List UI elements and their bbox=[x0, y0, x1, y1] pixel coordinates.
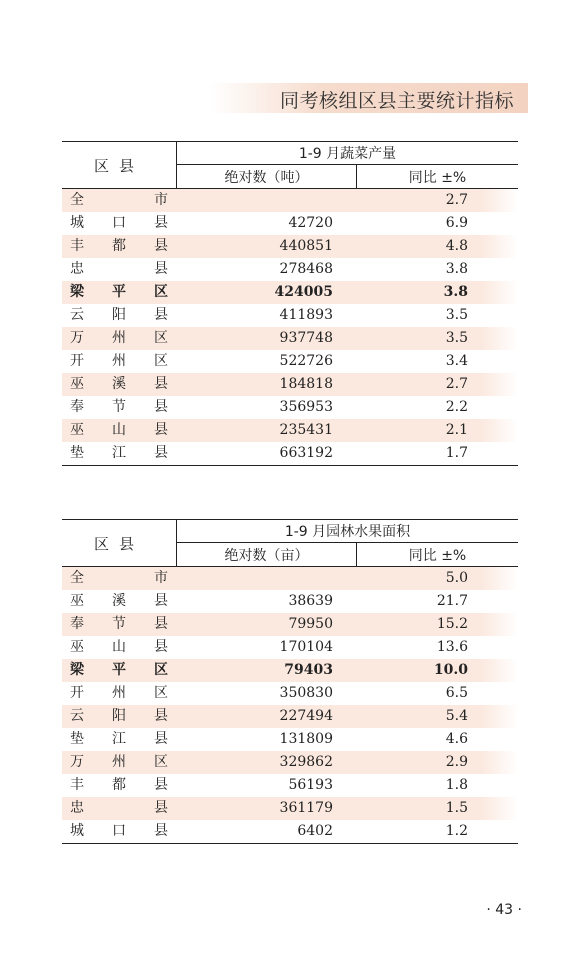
region-cell bbox=[70, 682, 168, 705]
region-char: 云 bbox=[70, 307, 84, 323]
region-char: 丰 bbox=[70, 777, 84, 793]
region-cell bbox=[70, 258, 168, 281]
absolute-value-cell: 56193 bbox=[288, 777, 333, 793]
region-char: 州 bbox=[112, 754, 126, 770]
absolute-value-cell: 38639 bbox=[288, 593, 333, 609]
absolute-value-cell bbox=[182, 189, 333, 212]
yoy-value-cell: 13.6 bbox=[436, 639, 468, 655]
table-row bbox=[62, 567, 518, 590]
region-cell bbox=[70, 659, 168, 682]
absolute-value-cell: 356953 bbox=[279, 399, 333, 415]
region-char: 区 bbox=[154, 284, 168, 300]
yoy-value-cell: 1.2 bbox=[445, 823, 468, 839]
table-row bbox=[62, 304, 518, 327]
absolute-value-cell: 411893 bbox=[279, 307, 333, 323]
table-row bbox=[62, 774, 518, 797]
table-title: 1-9 月园林水果面积 bbox=[177, 520, 518, 543]
table-row bbox=[62, 327, 518, 350]
yoy-value-cell: 1.7 bbox=[445, 445, 468, 461]
table-row bbox=[62, 636, 518, 659]
region-char: 梁 bbox=[70, 284, 84, 300]
region-char: 市 bbox=[154, 192, 168, 208]
yoy-value-cell: 5.0 bbox=[445, 570, 468, 586]
region-char: 丰 bbox=[70, 238, 84, 254]
region-char bbox=[112, 189, 126, 212]
region-cell bbox=[70, 350, 168, 373]
absolute-value-cell: 937748 bbox=[279, 330, 333, 346]
region-char: 县 bbox=[154, 823, 168, 839]
region-char: 全 bbox=[70, 192, 84, 208]
table-title: 1-9 月蔬菜产量 bbox=[177, 142, 518, 165]
region-column-header: 区县 bbox=[62, 520, 177, 566]
region-char: 都 bbox=[112, 238, 126, 254]
table-row bbox=[62, 797, 518, 820]
region-char: 县 bbox=[154, 376, 168, 392]
region-char: 县 bbox=[154, 708, 168, 724]
region-cell bbox=[70, 797, 168, 820]
region-char: 口 bbox=[112, 823, 126, 839]
region-cell bbox=[70, 281, 168, 304]
table-body bbox=[62, 189, 518, 465]
region-char: 县 bbox=[154, 777, 168, 793]
yoy-value-cell: 3.5 bbox=[445, 307, 468, 323]
region-char: 全 bbox=[70, 570, 84, 586]
table-row bbox=[62, 659, 518, 682]
region-char: 忠 bbox=[70, 261, 84, 277]
region-char: 区 bbox=[154, 353, 168, 369]
table-row bbox=[62, 189, 518, 212]
absolute-value-cell: 131809 bbox=[279, 731, 333, 747]
absolute-value-cell: 329862 bbox=[279, 754, 333, 770]
region-char: 阳 bbox=[112, 708, 126, 724]
region-char: 平 bbox=[112, 284, 126, 300]
region-char: 县 bbox=[154, 307, 168, 323]
yoy-value-cell: 21.7 bbox=[436, 593, 468, 609]
table-row bbox=[62, 281, 518, 304]
absolute-value-cell: 235431 bbox=[279, 422, 333, 438]
region-cell bbox=[70, 419, 168, 442]
region-char: 州 bbox=[112, 685, 126, 701]
region-char: 区 bbox=[154, 662, 168, 678]
region-char: 溪 bbox=[112, 376, 126, 392]
section-banner bbox=[210, 83, 528, 113]
absolute-value-cell: 170104 bbox=[279, 639, 333, 655]
region-char: 平 bbox=[112, 662, 126, 678]
region-char: 巫 bbox=[70, 593, 84, 609]
region-cell bbox=[70, 327, 168, 350]
yoy-value-cell: 10.0 bbox=[433, 662, 468, 678]
region-char: 区 bbox=[154, 754, 168, 770]
region-char: 县 bbox=[154, 639, 168, 655]
table-row bbox=[62, 373, 518, 396]
region-char: 溪 bbox=[112, 593, 126, 609]
region-cell bbox=[70, 235, 168, 258]
yoy-value-cell: 2.1 bbox=[445, 422, 468, 438]
region-char: 口 bbox=[112, 215, 126, 231]
absolute-value-cell: 227494 bbox=[279, 708, 333, 724]
absolute-value-cell: 79950 bbox=[288, 616, 333, 632]
yoy-value-cell: 6.5 bbox=[445, 685, 468, 701]
region-char: 万 bbox=[70, 754, 84, 770]
yoy-value-cell: 4.8 bbox=[445, 238, 468, 254]
region-char: 巫 bbox=[70, 376, 84, 392]
region-char: 云 bbox=[70, 708, 84, 724]
yoy-value-cell: 3.8 bbox=[445, 261, 468, 277]
region-char: 江 bbox=[112, 445, 126, 461]
region-char: 县 bbox=[154, 616, 168, 632]
absolute-value-cell: 350830 bbox=[279, 685, 333, 701]
table-row bbox=[62, 682, 518, 705]
region-char: 开 bbox=[70, 685, 84, 701]
region-char: 开 bbox=[70, 353, 84, 369]
region-char: 县 bbox=[154, 399, 168, 415]
region-char: 山 bbox=[112, 422, 126, 438]
region-char bbox=[112, 797, 126, 820]
region-cell bbox=[70, 373, 168, 396]
region-char bbox=[112, 258, 126, 281]
region-char: 县 bbox=[154, 445, 168, 461]
table-row bbox=[62, 820, 518, 843]
region-char: 垫 bbox=[70, 731, 84, 747]
region-column-header: 区县 bbox=[62, 142, 177, 188]
absolute-value-cell: 663192 bbox=[279, 445, 333, 461]
yoy-value-cell: 6.9 bbox=[445, 215, 468, 231]
region-char: 忠 bbox=[70, 800, 84, 816]
table-row bbox=[62, 590, 518, 613]
table-body bbox=[62, 567, 518, 843]
region-char: 节 bbox=[112, 399, 126, 415]
region-cell bbox=[70, 774, 168, 797]
vegetable-output-table bbox=[62, 141, 518, 466]
table-row bbox=[62, 419, 518, 442]
yoy-value-cell: 4.6 bbox=[445, 731, 468, 747]
absolute-value-cell: 424005 bbox=[274, 284, 333, 300]
region-cell bbox=[70, 304, 168, 327]
yoy-value-cell: 2.9 bbox=[445, 754, 468, 770]
absolute-value-cell: 79403 bbox=[284, 662, 333, 678]
table-row bbox=[62, 396, 518, 419]
region-char bbox=[112, 567, 126, 590]
region-char: 节 bbox=[112, 616, 126, 632]
table-row bbox=[62, 350, 518, 373]
region-char: 县 bbox=[154, 261, 168, 277]
region-char: 垫 bbox=[70, 445, 84, 461]
region-char: 万 bbox=[70, 330, 84, 346]
region-char: 江 bbox=[112, 731, 126, 747]
yoy-column-header: 同比 ±% bbox=[408, 169, 467, 186]
region-char: 县 bbox=[154, 731, 168, 747]
table-header bbox=[62, 520, 518, 567]
table-row bbox=[62, 442, 518, 465]
yoy-value-cell: 2.7 bbox=[445, 376, 468, 392]
table-row bbox=[62, 751, 518, 774]
region-char: 州 bbox=[112, 353, 126, 369]
page-number: · 43 · bbox=[486, 902, 522, 918]
yoy-value-cell: 3.8 bbox=[443, 284, 468, 300]
orchard-area-table bbox=[62, 519, 518, 844]
yoy-value-cell: 3.4 bbox=[445, 353, 468, 369]
table-row bbox=[62, 613, 518, 636]
yoy-column-header: 同比 ±% bbox=[408, 547, 467, 564]
region-cell bbox=[70, 590, 168, 613]
region-char: 县 bbox=[154, 800, 168, 816]
region-char: 县 bbox=[154, 238, 168, 254]
absolute-value-cell: 522726 bbox=[279, 353, 333, 369]
region-cell bbox=[70, 189, 168, 212]
region-char: 州 bbox=[112, 330, 126, 346]
yoy-value-cell: 1.8 bbox=[445, 777, 468, 793]
absolute-value-cell: 361179 bbox=[279, 800, 333, 816]
region-char: 县 bbox=[154, 215, 168, 231]
region-char: 市 bbox=[154, 570, 168, 586]
yoy-value-cell: 3.5 bbox=[445, 330, 468, 346]
region-char: 山 bbox=[112, 639, 126, 655]
region-cell bbox=[70, 636, 168, 659]
region-cell bbox=[70, 567, 168, 590]
yoy-value-cell: 1.5 bbox=[445, 800, 468, 816]
absolute-column-header: 绝对数（吨） bbox=[177, 165, 357, 188]
region-char: 奉 bbox=[70, 616, 84, 632]
region-cell bbox=[70, 820, 168, 843]
yoy-value-cell: 15.2 bbox=[436, 616, 468, 632]
region-char: 梁 bbox=[70, 662, 84, 678]
absolute-column-header: 绝对数（亩） bbox=[177, 543, 357, 566]
table-row bbox=[62, 705, 518, 728]
region-char: 巫 bbox=[70, 422, 84, 438]
region-cell bbox=[70, 751, 168, 774]
region-char: 城 bbox=[70, 215, 84, 231]
region-cell bbox=[70, 442, 168, 465]
table-row bbox=[62, 258, 518, 281]
yoy-value-cell: 5.4 bbox=[445, 708, 468, 724]
region-cell bbox=[70, 613, 168, 636]
region-cell bbox=[70, 705, 168, 728]
region-char: 奉 bbox=[70, 399, 84, 415]
region-cell bbox=[70, 212, 168, 235]
region-cell bbox=[70, 396, 168, 419]
absolute-value-cell: 440851 bbox=[279, 238, 333, 254]
region-cell bbox=[70, 728, 168, 751]
region-char: 都 bbox=[112, 777, 126, 793]
region-char: 巫 bbox=[70, 639, 84, 655]
section-title: 同考核组区县主要统计指标 bbox=[279, 90, 514, 112]
region-char: 阳 bbox=[112, 307, 126, 323]
region-char: 城 bbox=[70, 823, 84, 839]
yoy-value-cell: 2.7 bbox=[445, 192, 468, 208]
yoy-value-cell: 2.2 bbox=[445, 399, 468, 415]
absolute-value-cell bbox=[182, 567, 333, 590]
region-char: 县 bbox=[154, 593, 168, 609]
region-char: 县 bbox=[154, 422, 168, 438]
region-char: 区 bbox=[154, 330, 168, 346]
region-char: 区 bbox=[154, 685, 168, 701]
table-header bbox=[62, 142, 518, 189]
table-row bbox=[62, 212, 518, 235]
absolute-value-cell: 278468 bbox=[279, 261, 333, 277]
absolute-value-cell: 6402 bbox=[297, 823, 333, 839]
absolute-value-cell: 184818 bbox=[279, 376, 333, 392]
table-row bbox=[62, 235, 518, 258]
table-row bbox=[62, 728, 518, 751]
absolute-value-cell: 42720 bbox=[288, 215, 333, 231]
